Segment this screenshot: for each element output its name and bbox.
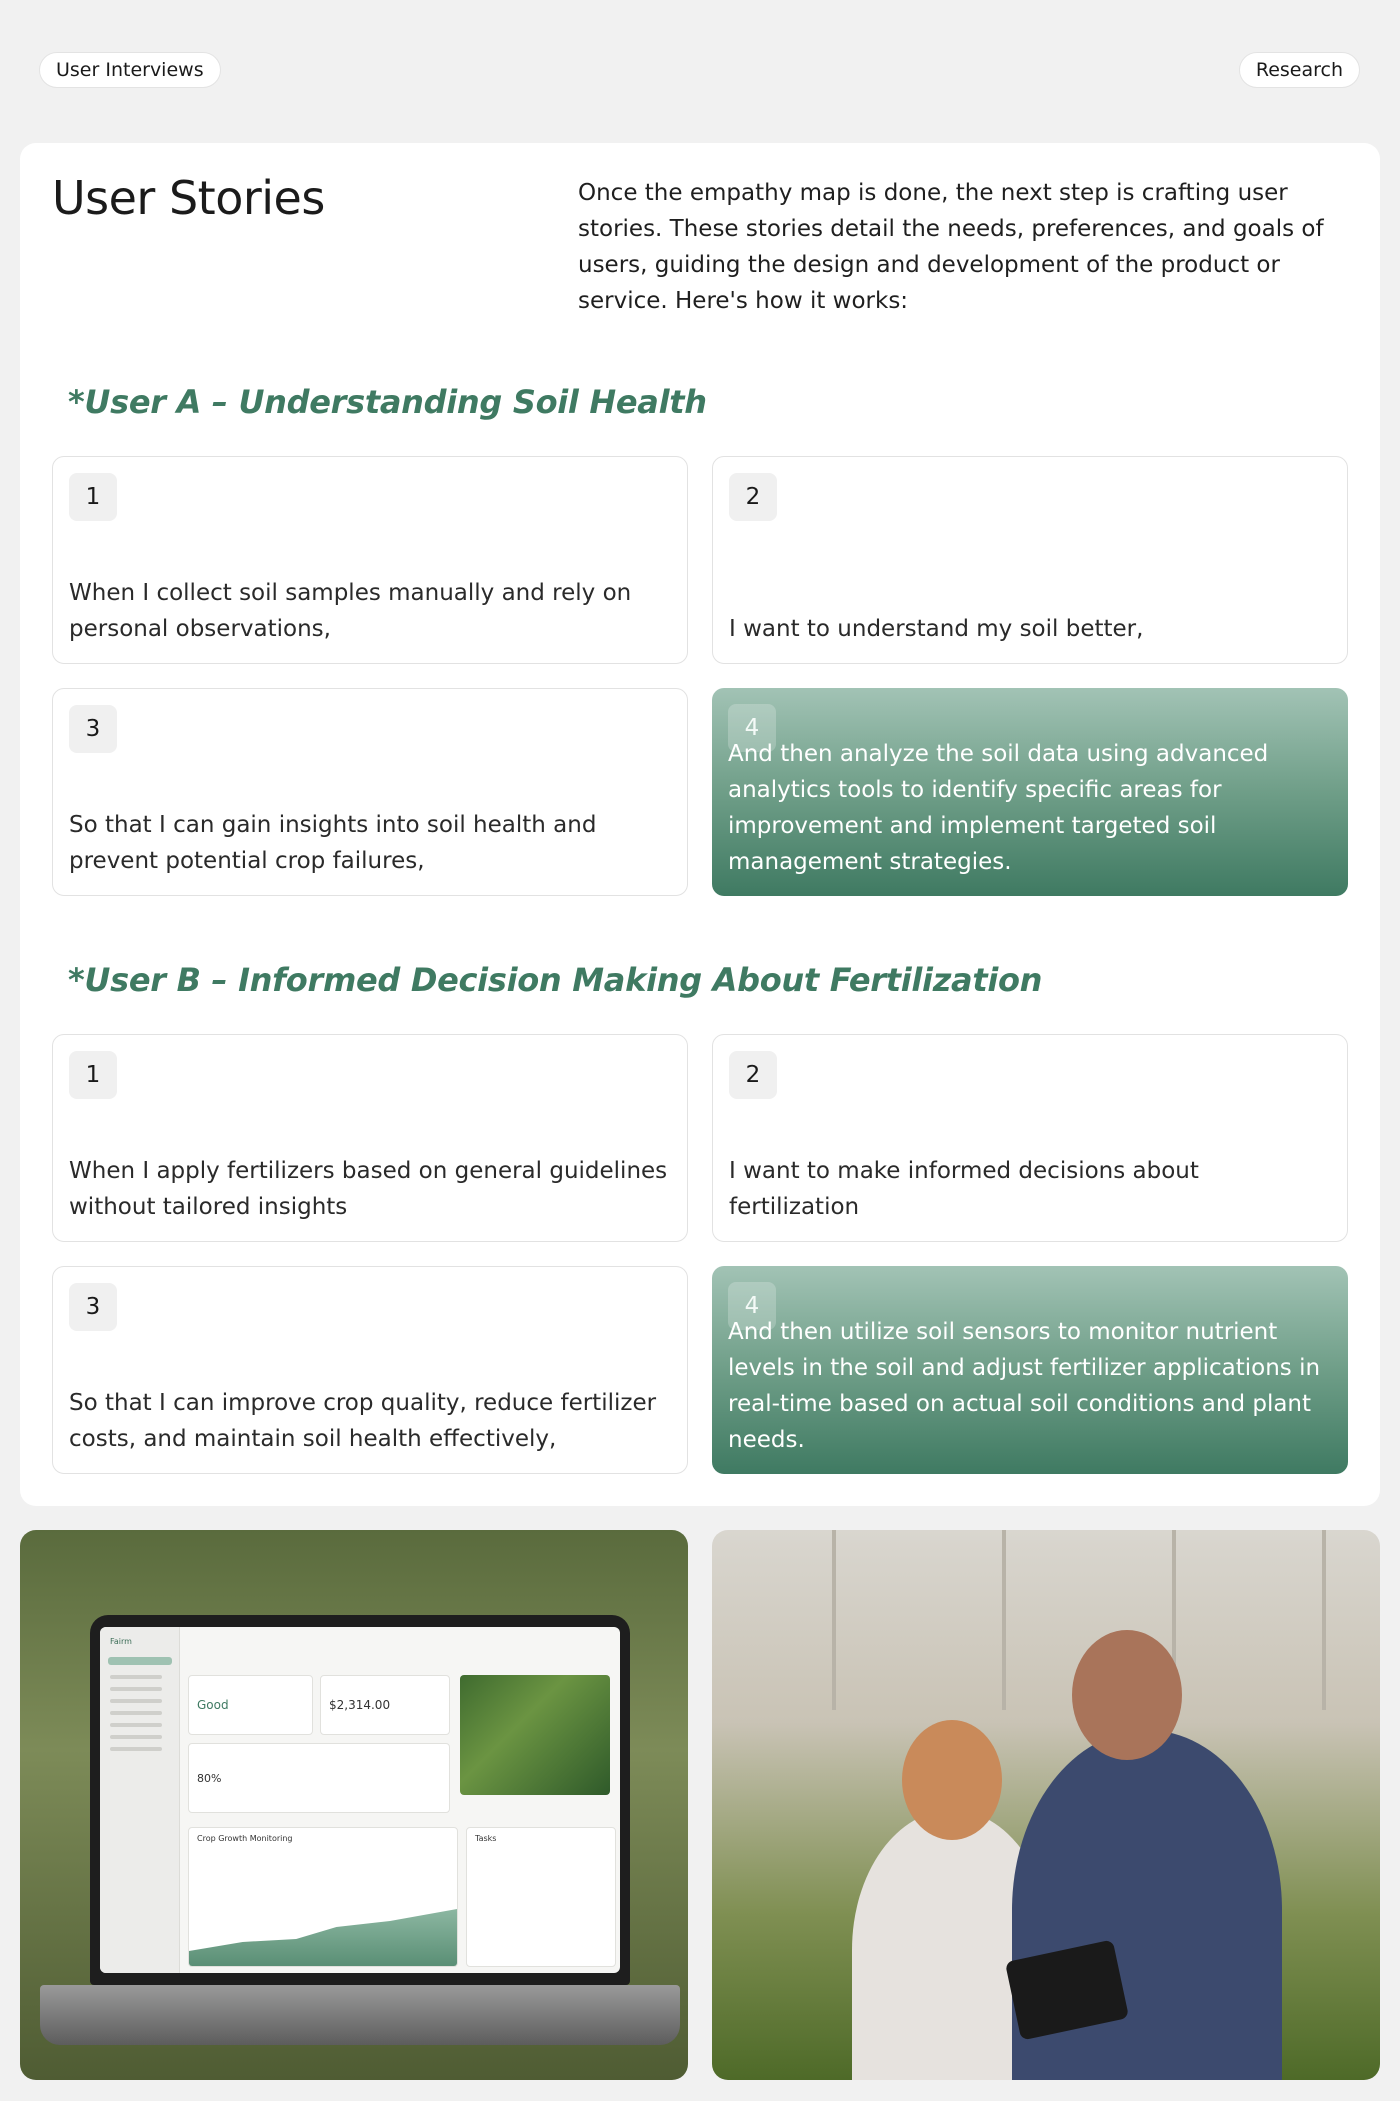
- story-card-a3: [52, 688, 688, 896]
- chart-area: [189, 1906, 457, 1966]
- story-card-a1: [52, 456, 688, 664]
- story-text: And then analyze the soil data using advanced analytics tools to identify specific areas for improvement and implement targeted soil management strategies.: [728, 741, 1269, 875]
- person-woman-head: [902, 1720, 1002, 1840]
- dashboard-nav-line: [110, 1687, 162, 1691]
- story-number: 1: [69, 473, 117, 521]
- dashboard-percent: 80%: [197, 1772, 222, 1785]
- dashboard-nav-line: [110, 1675, 162, 1679]
- tasks-label: Tasks: [475, 1834, 497, 1843]
- dashboard-status-value: Good: [197, 1698, 229, 1712]
- story-text: I want to understand my soil better,: [729, 616, 1144, 642]
- story-text: And then utilize soil sensors to monitor nutrient levels in the soil and adjust fertilizer applications in real-time based on actual soil conditions and plant needs.: [728, 1319, 1321, 1453]
- story-number: 2: [729, 473, 777, 521]
- story-text: When I collect soil samples manually and rely on personal observations,: [69, 580, 632, 642]
- chart-label: Crop Growth Monitoring: [197, 1834, 293, 1843]
- story-text: I want to make informed decisions about fertilization: [729, 1158, 1199, 1220]
- story-number: 2: [729, 1051, 777, 1099]
- dashboard-progress-card: [188, 1743, 450, 1813]
- dashboard-screen: [100, 1627, 620, 1973]
- story-card-a4-highlight: [712, 688, 1348, 896]
- tasks-panel: [466, 1827, 616, 1967]
- story-number: 3: [69, 1283, 117, 1331]
- dashboard-brand: Fairm: [110, 1637, 132, 1646]
- story-card-b1: [52, 1034, 688, 1242]
- greenhouse-beam: [1322, 1530, 1326, 1710]
- dashboard-finance-card: [320, 1675, 450, 1735]
- dashboard-nav-line: [110, 1735, 162, 1739]
- laptop-photo: [20, 1530, 688, 2080]
- person-man-head: [1072, 1630, 1182, 1760]
- story-card-b3: [52, 1266, 688, 1474]
- story-number: 4: [728, 704, 776, 752]
- laptop-illustration: [90, 1615, 630, 1985]
- story-text: So that I can gain insights into soil health and prevent potential crop failures,: [69, 812, 597, 874]
- greenhouse-photo: [712, 1530, 1380, 2080]
- dashboard-amount: $2,314.00: [329, 1698, 391, 1712]
- section-heading-user-b: *User B – Informed Decision Making About Fertilization: [68, 961, 1043, 999]
- tag-user-interviews: User Interviews: [39, 52, 221, 88]
- greenhouse-beam: [1002, 1530, 1006, 1710]
- tag-research: Research: [1239, 52, 1360, 88]
- greenhouse-beam: [832, 1530, 836, 1710]
- user-stories-card: [20, 143, 1380, 1506]
- dashboard-nav-active: [108, 1657, 172, 1665]
- story-card-b4-highlight: [712, 1266, 1348, 1474]
- laptop-keyboard-base: [40, 1985, 680, 2045]
- intro-paragraph: Once the empathy map is done, the next step is crafting user stories. These stories detail the needs, preferences, and goals of users, guiding the design and development of the product or service. Here's how it works:: [578, 180, 1324, 314]
- field-map-thumbnail: [460, 1675, 610, 1795]
- dashboard-nav-line: [110, 1699, 162, 1703]
- story-card-b2: [712, 1034, 1348, 1242]
- story-card-a2: [712, 456, 1348, 664]
- dashboard-status-card: [188, 1675, 313, 1735]
- dashboard-nav-line: [110, 1723, 162, 1727]
- dashboard-nav-line: [110, 1747, 162, 1751]
- dashboard-sidebar: [100, 1627, 180, 1973]
- crop-growth-chart: [188, 1827, 458, 1967]
- story-text: So that I can improve crop quality, reduce fertilizer costs, and maintain soil health effectively,: [69, 1390, 657, 1452]
- page-title: User Stories: [52, 171, 325, 225]
- story-number: 4: [728, 1282, 776, 1330]
- story-number: 1: [69, 1051, 117, 1099]
- section-heading-user-a: *User A – Understanding Soil Health: [68, 383, 707, 421]
- story-number: 3: [69, 705, 117, 753]
- story-text: When I apply fertilizers based on general guidelines without tailored insights: [69, 1158, 668, 1220]
- dashboard-nav-line: [110, 1711, 162, 1715]
